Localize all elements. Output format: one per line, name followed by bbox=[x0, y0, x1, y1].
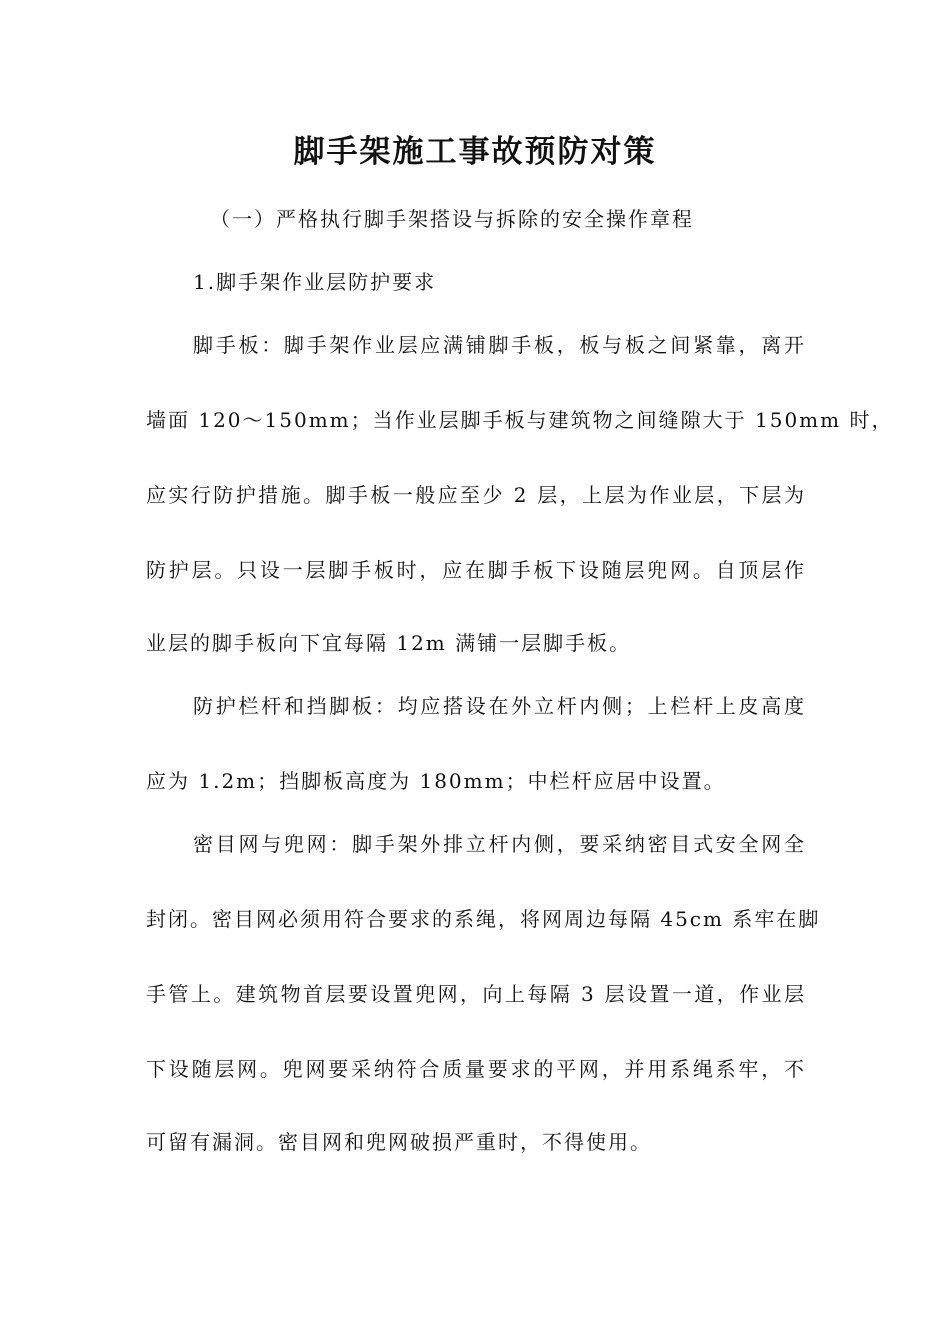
paragraph-line: 防护栏杆和挡脚板：均应搭设在外立杆内侧；上栏杆上皮高度 bbox=[193, 694, 806, 718]
paragraph-line: 下设随层网。兜网要采纳符合质量要求的平网，并用系绳系牢，不 bbox=[146, 1057, 806, 1081]
paragraph-line: 可留有漏洞。密目网和兜网破损严重时，不得使用。 bbox=[146, 1130, 652, 1154]
document-title: 脚手架施工事故预防对策 bbox=[293, 134, 657, 170]
paragraph-line: 墙面 120～150mm；当作业层脚手板与建筑物之间缝隙大于 150mm 时， bbox=[146, 408, 894, 432]
subsection-heading: 1.脚手架作业层防护要求 bbox=[193, 270, 437, 294]
paragraph-line: 封闭。密目网必须用符合要求的系绳，将网周边每隔 45cm 系牢在脚 bbox=[146, 907, 821, 931]
paragraph-line: 应实行防护措施。脚手板一般应至少 2 层，上层为作业层，下层为 bbox=[146, 483, 806, 507]
paragraph-line: 脚手板：脚手架作业层应满铺脚手板，板与板之间紧靠，离开 bbox=[193, 333, 806, 357]
paragraph-line: 应为 1.2m；挡脚板高度为 180mm；中栏杆应居中设置。 bbox=[146, 769, 726, 793]
paragraph-line: 密目网与兜网：脚手架外排立杆内侧，要采纳密目式安全网全 bbox=[193, 832, 806, 856]
section-heading: （一）严格执行脚手架搭设与拆除的安全操作章程 bbox=[210, 207, 694, 231]
paragraph-line: 防护层。只设一层脚手板时，应在脚手板下设随层兜网。自顶层作 bbox=[146, 558, 806, 582]
paragraph-line: 业层的脚手板向下宜每隔 12m 满铺一层脚手板。 bbox=[146, 631, 632, 655]
paragraph-line: 手管上。建筑物首层要设置兜网，向上每隔 3 层设置一道，作业层 bbox=[146, 982, 806, 1006]
